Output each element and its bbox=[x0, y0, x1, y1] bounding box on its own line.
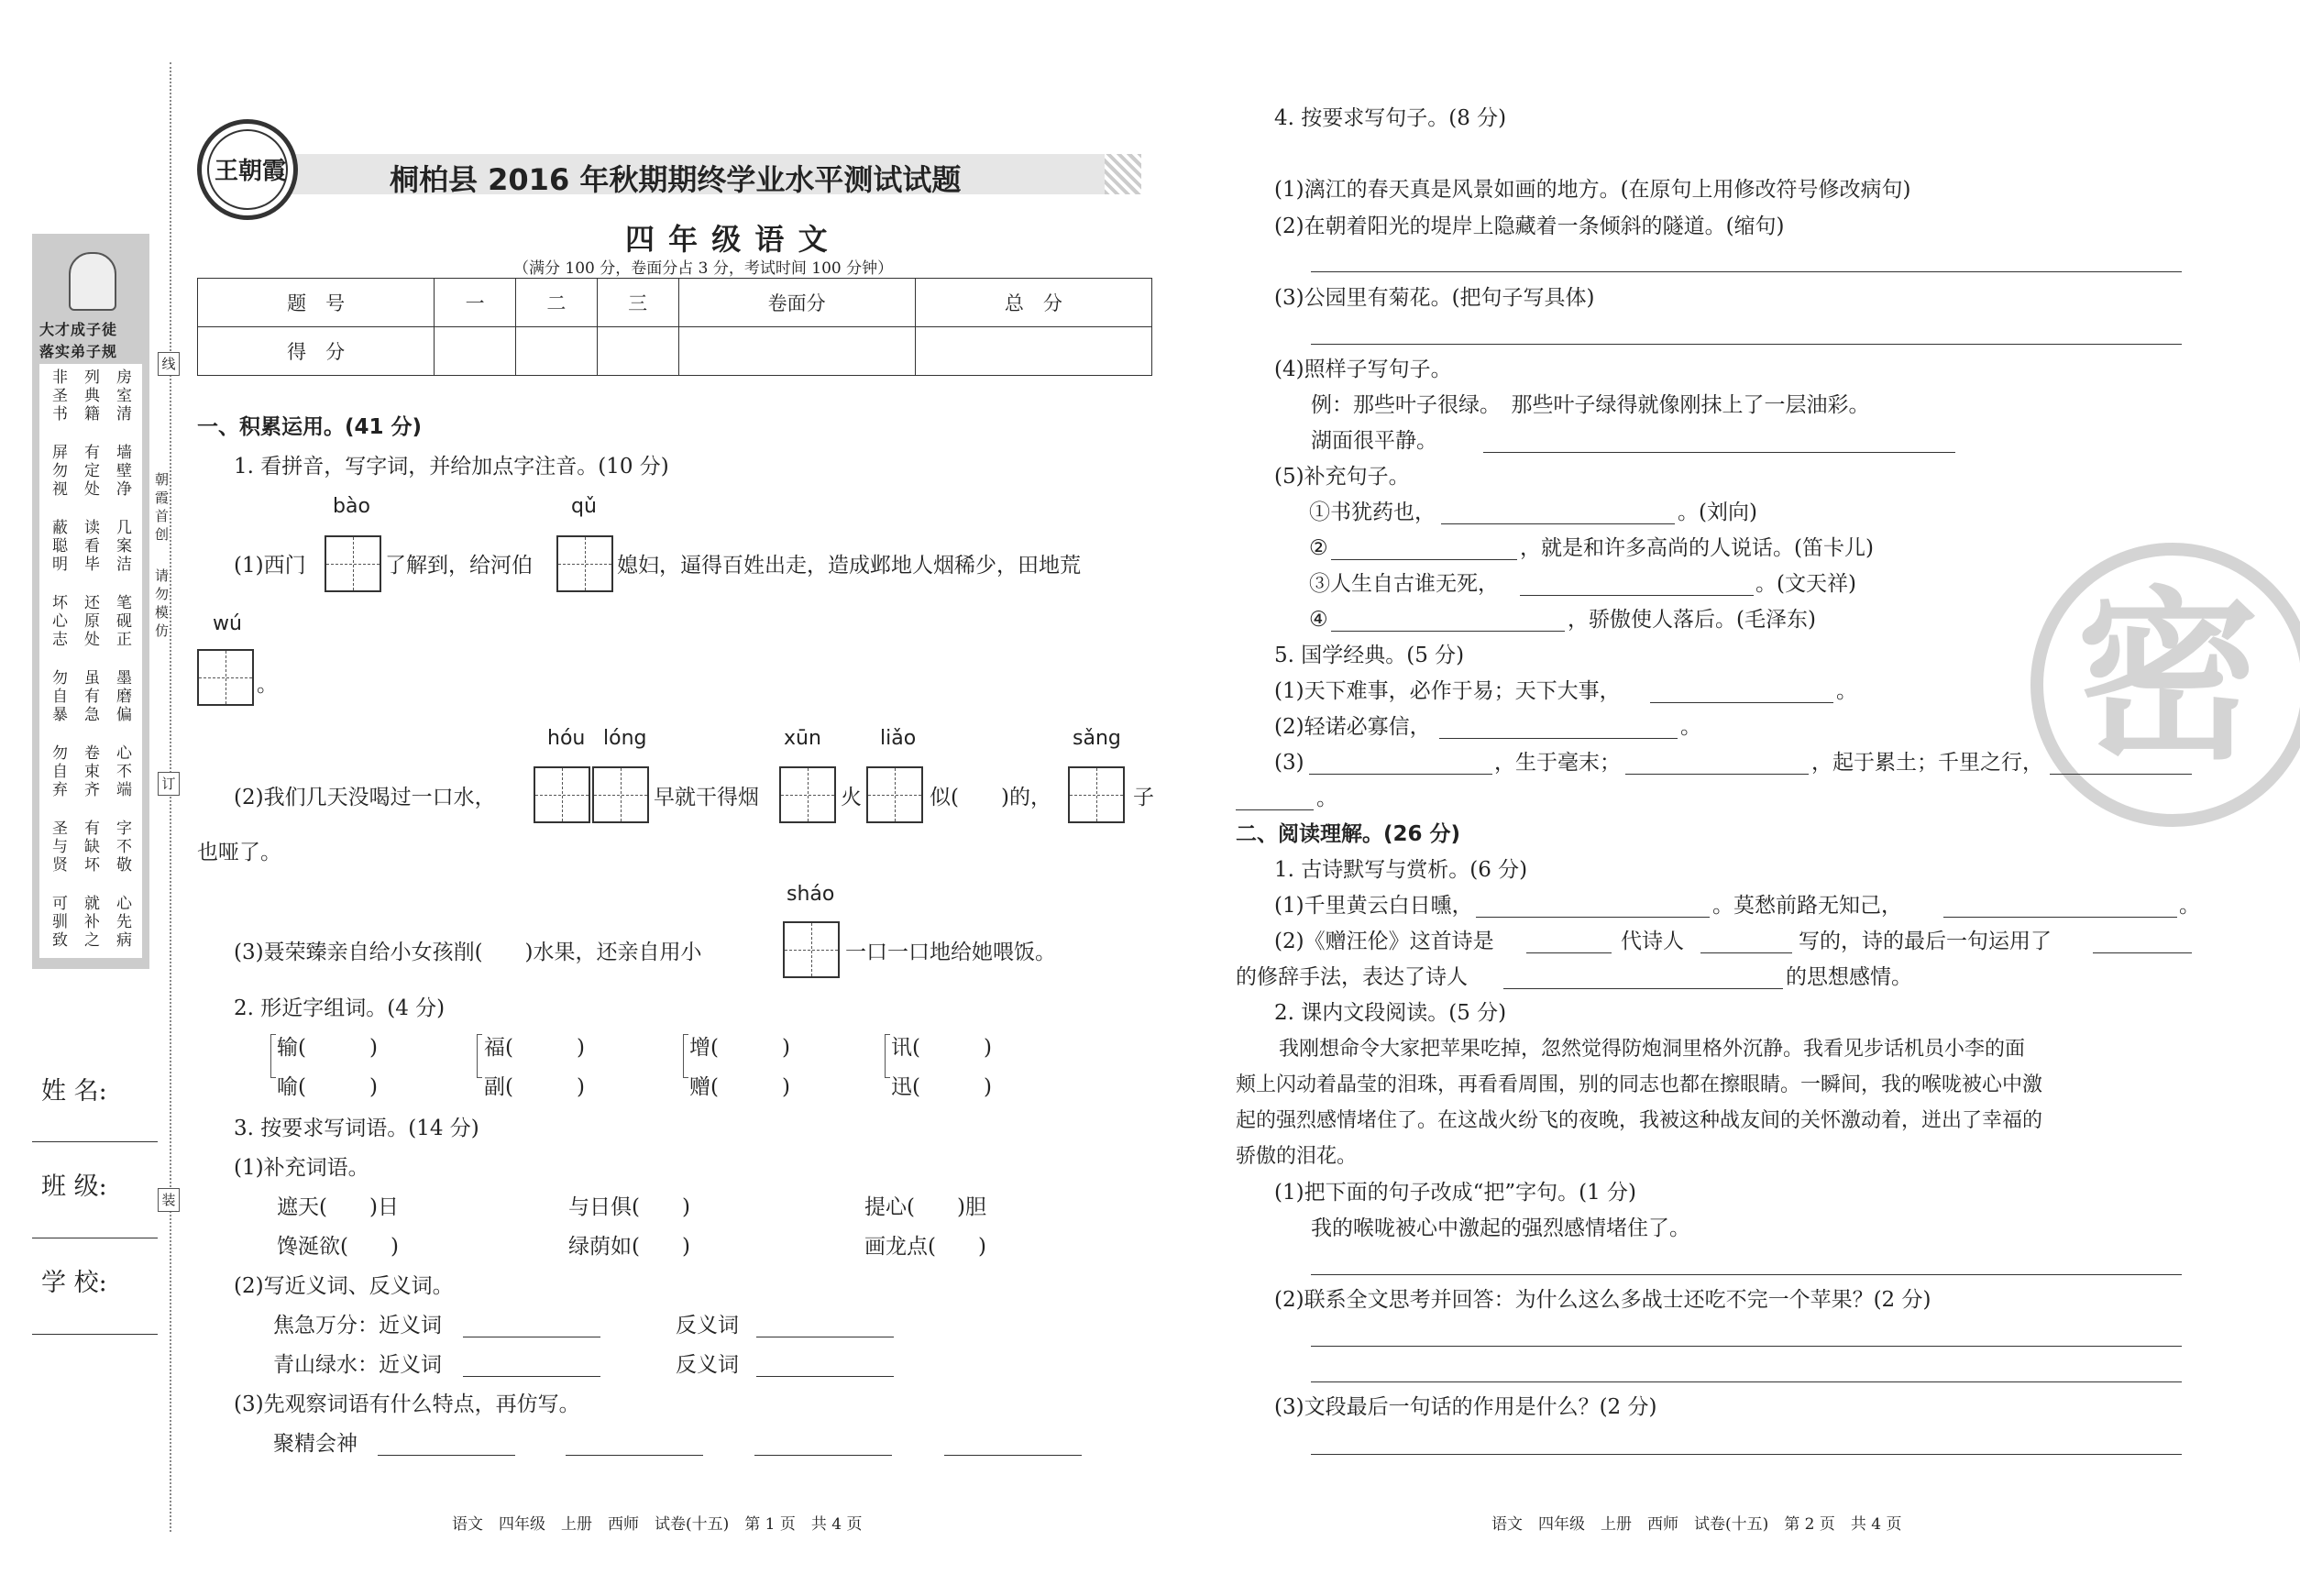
word-item[interactable]: 增( ) bbox=[689, 1036, 790, 1060]
bracket bbox=[683, 1034, 688, 1078]
word-item[interactable]: 赠( ) bbox=[689, 1075, 790, 1099]
sidebar-verse: 字不敬 bbox=[113, 820, 131, 875]
notice-text-1: 朝霞首创 bbox=[153, 472, 170, 545]
answer-line[interactable] bbox=[1625, 774, 1809, 775]
name-field[interactable] bbox=[32, 1141, 158, 1142]
question-5: 5. 国学经典。(5 分) bbox=[1274, 644, 1465, 667]
score-header-cell: 三 bbox=[597, 279, 678, 327]
q1-1-text: 媳妇，逼得百姓出走，造成邺地人烟稀少，田地荒 bbox=[617, 554, 1081, 578]
r1-text: 代诗人 bbox=[1621, 930, 1684, 953]
banner-pattern bbox=[1105, 154, 1141, 194]
motto-2: 落实弟子规 bbox=[39, 343, 118, 360]
q1-2-text: 早就干得烟 bbox=[654, 786, 759, 809]
pinyin: bào bbox=[333, 495, 370, 518]
answer-line[interactable] bbox=[1236, 809, 1314, 810]
answer-line[interactable] bbox=[1311, 1346, 2182, 1347]
sidebar-verse: 勿自弃 bbox=[49, 744, 67, 799]
answer-line[interactable] bbox=[756, 1376, 894, 1377]
pinyin: xūn bbox=[784, 727, 821, 750]
answer-line[interactable] bbox=[1483, 452, 1955, 453]
word-item[interactable]: 讯( ) bbox=[891, 1036, 992, 1060]
pinyin: sǎng bbox=[1073, 727, 1121, 750]
q5-text: 。 bbox=[1836, 679, 1857, 703]
answer-line[interactable] bbox=[944, 1455, 1082, 1456]
motto-1: 大才成子徒 bbox=[39, 321, 118, 338]
q4-5-text: ①书犹药也， bbox=[1309, 501, 1436, 524]
sidebar-verse: 墙壁净 bbox=[113, 444, 131, 499]
q5-text: 。 bbox=[1316, 787, 1337, 810]
r1-text: 的修辞手法，表达了诗人 bbox=[1236, 965, 1468, 989]
word-item[interactable]: 福( ) bbox=[484, 1036, 585, 1060]
sidebar-verse: 有定处 bbox=[81, 444, 99, 499]
q4-4-example: 例：那些叶子很绿。 那些叶子绿得就像刚抹上了一层油彩。 bbox=[1311, 393, 1870, 417]
answer-line[interactable] bbox=[1331, 559, 1517, 560]
bracket bbox=[270, 1034, 276, 1078]
score-cell[interactable] bbox=[915, 327, 1151, 376]
answer-line[interactable] bbox=[1700, 952, 1792, 953]
q1-2-text: 子 bbox=[1133, 786, 1154, 809]
pinyin: lóng bbox=[603, 727, 647, 750]
score-cell[interactable] bbox=[435, 327, 516, 376]
passage-line: 我刚想命令大家把苹果吃掉，忽然觉得防炮洞里格外沉静。我看见步话机员小李的面 bbox=[1279, 1038, 2026, 1061]
answer-line[interactable] bbox=[1311, 1274, 2182, 1275]
sidebar-verse: 还原处 bbox=[81, 594, 99, 649]
r2-1: (1)把下面的句子改成“把”字句。(1 分) bbox=[1274, 1181, 1636, 1205]
r1-text: 。 bbox=[2179, 894, 2200, 918]
writing-box[interactable] bbox=[325, 535, 381, 592]
section-1-heading: 一、积累运用。(41 分) bbox=[197, 415, 423, 439]
writing-box[interactable] bbox=[866, 766, 923, 823]
answer-line[interactable] bbox=[1520, 595, 1754, 596]
q4-5-text: ④ bbox=[1309, 608, 1328, 632]
sidebar-verse: 列典籍 bbox=[81, 369, 99, 424]
q4-3: (3)公园里有菊花。(把句子写具体) bbox=[1274, 286, 1595, 310]
q1-2-text: 也哑了。 bbox=[197, 841, 281, 864]
passage-line: 骄傲的泪花。 bbox=[1236, 1145, 1358, 1168]
answer-line[interactable] bbox=[1650, 702, 1833, 703]
sidebar-verse: 可驯致 bbox=[49, 895, 67, 950]
q5-text: (2)轻诺必寡信， bbox=[1274, 715, 1431, 739]
sidebar-verse: 笔砚正 bbox=[113, 594, 131, 649]
watermark-glyph: 密 bbox=[2076, 571, 2261, 785]
pinyin: wú bbox=[213, 612, 242, 635]
q3-1: (1)补充词语。 bbox=[234, 1156, 369, 1180]
sidebar-verse: 屏勿视 bbox=[49, 444, 67, 499]
q4-5-text: ，骄傲使人落后。(毛泽东) bbox=[1568, 608, 1816, 632]
sidebar-verse: 勿自暴 bbox=[49, 669, 67, 724]
idiom-item[interactable]: 提心( )胆 bbox=[864, 1195, 986, 1219]
answer-line[interactable] bbox=[566, 1455, 703, 1456]
passage-line: 颊上闪动着晶莹的泪珠，再看看周围，别的同志也都在擦眼睛。一瞬间，我的喉咙被心中激 bbox=[1236, 1073, 2043, 1096]
sidebar-verse: 几案洁 bbox=[113, 519, 131, 574]
reading-1: 1. 古诗默写与赏析。(6 分) bbox=[1274, 858, 1528, 882]
answer-line[interactable] bbox=[754, 1455, 892, 1456]
q4-5-text: ③人生自古谁无死， bbox=[1309, 572, 1499, 596]
score-table bbox=[197, 278, 1152, 376]
idiom-item[interactable]: 馋涎欲( ) bbox=[277, 1235, 399, 1259]
class-label: 班 级: bbox=[41, 1172, 107, 1201]
score-header-cell: 题 号 bbox=[198, 279, 435, 327]
r1-text: 。莫愁前路无知己， bbox=[1712, 894, 1902, 918]
answer-line[interactable] bbox=[1311, 1381, 2182, 1382]
q5-text: 。 bbox=[1680, 715, 1701, 739]
score-row-label: 得 分 bbox=[198, 327, 435, 376]
q4-5-text: 。(文天祥) bbox=[1755, 572, 1856, 596]
q3-2-label: 反义词 bbox=[676, 1314, 739, 1337]
pinyin: sháo bbox=[787, 883, 835, 906]
writing-box[interactable] bbox=[779, 766, 836, 823]
reading-2: 2. 课内文段阅读。(5 分) bbox=[1274, 1001, 1507, 1025]
q3-2-label: 反义词 bbox=[676, 1353, 739, 1377]
sidebar-verse: 房室清 bbox=[113, 369, 131, 424]
r1-text: 写的，诗的最后一句运用了 bbox=[1799, 930, 2052, 953]
sidebar-verse: 虽有急 bbox=[81, 669, 99, 724]
question-3: 3. 按要求写词语。(14 分) bbox=[234, 1117, 479, 1140]
sidebar-verse: 就补之 bbox=[81, 895, 99, 950]
q5-text: (1)天下难事，必作于易；天下大事， bbox=[1274, 679, 1621, 703]
answer-line[interactable] bbox=[1943, 917, 2177, 918]
answer-line[interactable] bbox=[1526, 952, 1612, 953]
seal-mark-1: 线 bbox=[158, 352, 180, 376]
sidebar-verse: 非圣书 bbox=[49, 369, 67, 424]
idiom-item[interactable]: 与日俱( ) bbox=[568, 1195, 690, 1219]
sidebar-verse: 有缺坏 bbox=[81, 820, 99, 875]
q4-4: (4)照样子写句子。 bbox=[1274, 358, 1452, 381]
score-header-cell: 二 bbox=[515, 279, 597, 327]
score-header-cell: 总 分 bbox=[915, 279, 1151, 327]
r1-text: (1)千里黄云白日曛， bbox=[1274, 894, 1473, 918]
q4-5-text: ，就是和许多高尚的人说话。(笛卡儿) bbox=[1520, 536, 1874, 560]
question-4: 4. 按要求写句子。(8 分) bbox=[1274, 106, 1507, 130]
answer-line[interactable] bbox=[1439, 738, 1678, 739]
sidebar-verse: 圣与贤 bbox=[49, 820, 67, 875]
q4-5-text: 。(刘向) bbox=[1678, 501, 1757, 524]
pinyin: hóu bbox=[547, 727, 586, 750]
sidebar-verse: 墨磨偏 bbox=[113, 669, 131, 724]
q3-2: (2)写近义词、反义词。 bbox=[234, 1274, 454, 1298]
pinyin: qǔ bbox=[571, 495, 597, 518]
q3-3-example: 聚精会神 bbox=[273, 1432, 358, 1456]
word-item[interactable]: 迅( ) bbox=[891, 1075, 992, 1099]
bracket bbox=[885, 1034, 890, 1078]
idiom-item[interactable]: 遮天( )日 bbox=[277, 1195, 399, 1219]
word-item[interactable]: 喻( ) bbox=[277, 1075, 378, 1099]
q5-text: (3) bbox=[1274, 751, 1304, 775]
exam-note: （满分 100 分，卷面分占 3 分，考试时间 100 分钟） bbox=[513, 259, 894, 278]
q3-3: (3)先观察词语有什么特点，再仿写。 bbox=[234, 1392, 580, 1416]
score-cell[interactable] bbox=[515, 327, 597, 376]
answer-line[interactable] bbox=[1476, 917, 1710, 918]
score-cell[interactable] bbox=[597, 327, 678, 376]
page-footer-right: 语文 四年级 上册 西师 试卷(十五) 第 2 页 共 4 页 bbox=[1491, 1515, 1902, 1534]
answer-line[interactable] bbox=[1331, 631, 1565, 632]
q3-2-label: 焦急万分：近义词 bbox=[273, 1314, 442, 1337]
seal-mark-3: 装 bbox=[158, 1188, 180, 1212]
q4-5-text: ② bbox=[1309, 536, 1328, 560]
answer-line[interactable] bbox=[1441, 523, 1675, 524]
q1-2-text: (2)我们几天没喝过一口水， bbox=[234, 786, 496, 809]
q1-1-text: 。 bbox=[257, 673, 278, 697]
writing-box[interactable] bbox=[534, 766, 590, 823]
exam-title: 桐柏县 2016 年秋期期终学业水平测试试题 bbox=[390, 162, 962, 197]
sidebar-verse: 蔽聪明 bbox=[49, 519, 67, 574]
word-item[interactable]: 输( ) bbox=[277, 1036, 378, 1060]
page-footer-left: 语文 四年级 上册 西师 试卷(十五) 第 1 页 共 4 页 bbox=[452, 1515, 863, 1534]
name-label: 姓 名: bbox=[41, 1077, 107, 1106]
q1-3-text: 一口一口地给她喂饭。 bbox=[845, 941, 1056, 964]
writing-box[interactable] bbox=[592, 766, 649, 823]
r1-text: (2)《赠汪伦》这首诗是 bbox=[1274, 930, 1494, 953]
writing-box[interactable] bbox=[783, 921, 840, 978]
r2-1-sentence: 我的喉咙被心中激起的强烈感情堵住了。 bbox=[1311, 1216, 1690, 1240]
q5-text: ，起于累土；千里之行， bbox=[1811, 751, 2043, 775]
q4-5: (5)补充句子。 bbox=[1274, 465, 1410, 489]
bracket bbox=[477, 1034, 482, 1078]
sidebar-verse: 坏心志 bbox=[49, 594, 67, 649]
subject-title: 四 年 级 语 文 bbox=[625, 222, 830, 257]
q1-2-text: 火 bbox=[841, 786, 862, 809]
answer-line[interactable] bbox=[1311, 1454, 2182, 1455]
q1-1-text: (1)西门 bbox=[234, 554, 306, 578]
question-1: 1. 看拼音，写字词，并给加点字注音。(10 分) bbox=[234, 455, 669, 479]
answer-line[interactable] bbox=[2050, 774, 2192, 775]
writing-box[interactable] bbox=[556, 535, 613, 592]
sidebar-verse: 卷束齐 bbox=[81, 744, 99, 799]
notice-text-2: 请勿模仿 bbox=[153, 568, 170, 642]
q4-4-question: 湖面很平静。 bbox=[1311, 429, 1437, 453]
score-cell[interactable] bbox=[678, 327, 915, 376]
pinyin: liǎo bbox=[880, 727, 917, 750]
answer-line[interactable] bbox=[2093, 952, 2192, 953]
score-header-cell: 一 bbox=[435, 279, 516, 327]
writing-box[interactable] bbox=[197, 649, 254, 706]
answer-line[interactable] bbox=[1311, 271, 2182, 272]
writing-box[interactable] bbox=[1068, 766, 1125, 823]
r2-3: (3)文段最后一句话的作用是什么？(2 分) bbox=[1274, 1395, 1657, 1419]
sidebar-verse: 心不端 bbox=[113, 744, 131, 799]
sidebar-verse: 读看毕 bbox=[81, 519, 99, 574]
q3-2-label: 青山绿水：近义词 bbox=[273, 1353, 442, 1377]
seal-mark-2: 订 bbox=[158, 772, 180, 796]
r1-text: 的思想感情。 bbox=[1786, 965, 1912, 989]
score-header-cell: 卷面分 bbox=[678, 279, 915, 327]
answer-line[interactable] bbox=[463, 1376, 600, 1377]
q1-2-text: 似( )的， bbox=[930, 786, 1051, 809]
word-item[interactable]: 副( ) bbox=[484, 1075, 585, 1099]
q4-1: (1)漓江的春天真是风景如画的地方。(在原句上用修改符号修改病句) bbox=[1274, 178, 1911, 202]
answer-line[interactable] bbox=[1311, 344, 2182, 345]
answer-line[interactable] bbox=[1309, 774, 1492, 775]
q5-text: ，生于毫末； bbox=[1494, 751, 1621, 775]
answer-line[interactable] bbox=[1503, 988, 1783, 989]
idiom-item[interactable]: 绿荫如( ) bbox=[568, 1235, 690, 1259]
logo-text: 王朝霞 bbox=[215, 158, 287, 185]
r2-2: (2)联系全文思考并回答：为什么这么多战士还吃不完一个苹果？(2 分) bbox=[1274, 1288, 1931, 1312]
binding-line bbox=[170, 62, 171, 1532]
answer-line[interactable] bbox=[378, 1455, 515, 1456]
school-label: 学 校: bbox=[41, 1269, 107, 1297]
passage-line: 起的强烈感情堵住了。在这战火纷飞的夜晚，我被这种战友间的关怀激动着，迸出了幸福的 bbox=[1236, 1109, 2043, 1132]
school-field[interactable] bbox=[32, 1334, 158, 1335]
q1-1-text: 了解到，给河伯 bbox=[385, 554, 533, 578]
q4-2: (2)在朝着阳光的堤岸上隐藏着一条倾斜的隧道。(缩句) bbox=[1274, 215, 1785, 238]
scholar-icon bbox=[69, 252, 116, 311]
section-2-heading: 二、阅读理解。(26 分) bbox=[1236, 822, 1461, 846]
idiom-item[interactable]: 画龙点( ) bbox=[864, 1235, 986, 1259]
q1-3-text: (3)聂荣臻亲自给小女孩削( )水果，还亲自用小 bbox=[234, 941, 702, 964]
question-2: 2. 形近字组词。(4 分) bbox=[234, 996, 446, 1020]
sidebar-verse: 心先病 bbox=[113, 895, 131, 950]
